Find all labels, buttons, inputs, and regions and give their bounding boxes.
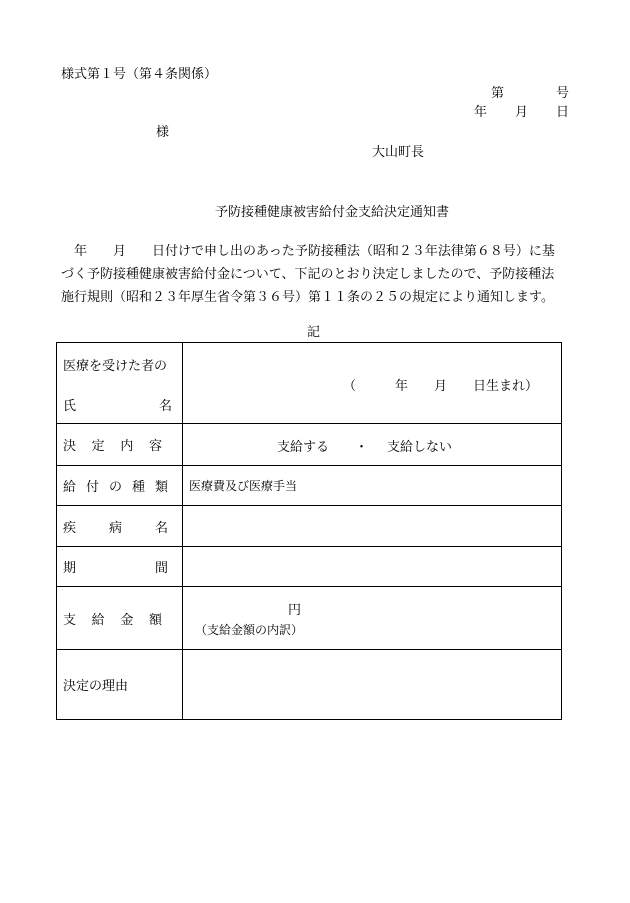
option-separator: ・	[355, 440, 369, 455]
benefit-type-value: 医療費及び医療手当	[189, 479, 298, 493]
decision-label: 決 定 内 容	[63, 439, 162, 454]
reason-label-cell	[57, 650, 183, 720]
table-row-decision	[57, 424, 562, 466]
benefit-type-value-cell[interactable]	[183, 466, 562, 506]
recipient-label-cell	[57, 343, 183, 424]
option-not-pay[interactable]: 支給しない	[387, 440, 453, 455]
date-year: 年	[474, 105, 488, 120]
recipient-label-bottom-left: 氏	[63, 399, 77, 414]
body-line-3: 施行規則（昭和２３年厚生省令第３６号）第１１条の２５の規定により通知します。	[61, 290, 554, 305]
birthdate-field: （ 年 月 日生まれ）	[343, 379, 539, 394]
amount-value-cell[interactable]	[183, 587, 562, 650]
benefit-type-label: 給 付 の 種 類	[63, 480, 168, 495]
recipient-value-cell[interactable]	[183, 343, 562, 424]
period-label-cell	[57, 547, 183, 587]
benefit-type-label-cell	[57, 466, 183, 506]
decision-label-cell	[57, 424, 183, 466]
date-day: 日	[556, 105, 570, 120]
option-pay[interactable]: 支給する	[277, 440, 330, 455]
disease-value-cell[interactable]	[183, 506, 562, 547]
date-month: 月	[515, 105, 529, 120]
body-line-1: 年 月 日付けで申し出のあった予防接種法（昭和２３年法律第６８号）に基	[61, 244, 555, 259]
addressee-suffix: 様	[156, 125, 170, 140]
decision-value-cell	[183, 424, 562, 466]
table-row-period	[57, 547, 562, 587]
issuer: 大山町長	[372, 145, 425, 160]
disease-label: 疾 病 名	[63, 520, 168, 536]
form-number: 様式第１号（第４条関係）	[61, 67, 218, 82]
body-line-2: づく予防接種健康被害給付金について、下記のとおり決定しましたので、予防接種法	[61, 267, 555, 282]
table-row-reason	[57, 650, 562, 720]
reason-value-cell[interactable]	[183, 650, 562, 720]
decision-table	[56, 342, 562, 720]
ki-marker: 記	[307, 325, 321, 340]
amount-breakdown: （支給金額の内訳）	[195, 623, 304, 637]
table-row-amount	[57, 587, 562, 650]
doc-number-suffix: 号	[556, 86, 570, 101]
table-row-recipient	[57, 343, 562, 424]
amount-label: 支 給 金 額	[63, 612, 162, 628]
table-row-benefit-type	[57, 466, 562, 506]
disease-label-cell	[57, 506, 183, 547]
period-value-cell[interactable]	[183, 547, 562, 587]
amount-label-cell	[57, 587, 183, 650]
recipient-label-bottom-right: 名	[159, 399, 173, 414]
amount-unit: 円	[288, 603, 302, 618]
reason-label: 決定の理由	[63, 679, 129, 694]
recipient-label-top: 医療を受けた者の	[63, 359, 168, 374]
period-label: 期 間	[63, 561, 168, 576]
table-row-disease	[57, 506, 562, 547]
document-title: 予防接種健康被害給付金支給決定通知書	[215, 205, 450, 220]
doc-number-prefix: 第	[491, 86, 505, 101]
